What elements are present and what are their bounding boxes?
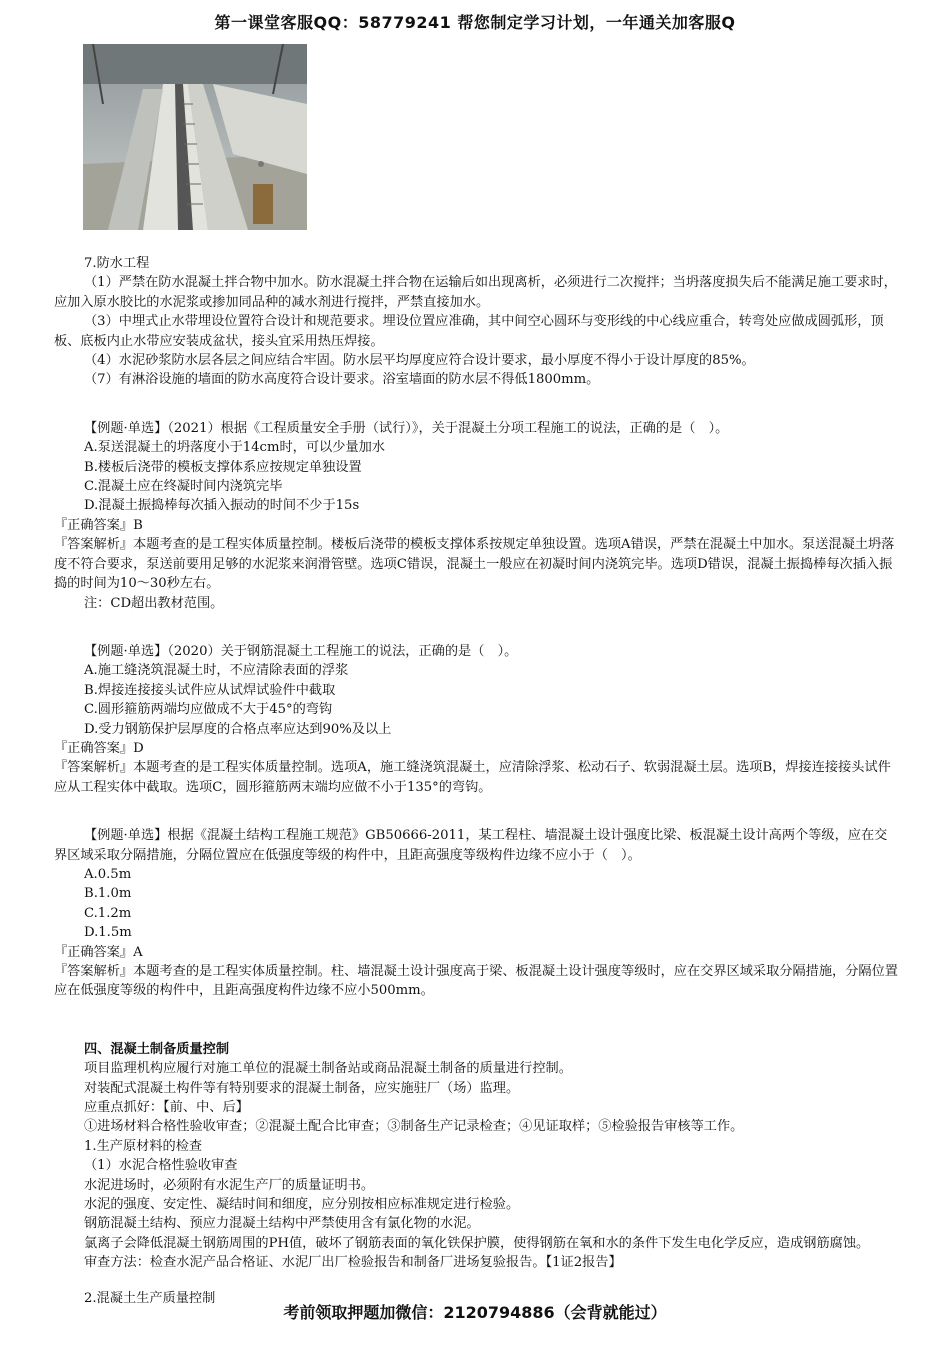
section-7-para-4: （7）有淋浴设施的墙面的防水高度符合设计要求。浴室墙面的防水层不得低1800mm。 (84, 372, 600, 388)
section-4-line-4: ①进场材料合格性验收审查；②混凝土配合比审查；③制备生产记录检查；④见证取样；⑤检验报告审核等工作。 (84, 1119, 744, 1135)
section-4-line-7: 水泥进场时，必须附有水泥生产厂的质量证明书。 (84, 1177, 375, 1193)
section-4-subtitle-2: 2.混凝土生产质量控制 (84, 1290, 216, 1306)
q3-option-b: B.1.0m (84, 886, 132, 902)
q1-option-b: B.楼板后浇带的模板支撑体系应按规定单独设置 (84, 459, 362, 475)
q1-option-c: C.混凝土应在终凝时间内浇筑完毕 (84, 479, 283, 495)
q2-stem: 【例题·单选】（2020）关于钢筋混凝土工程施工的说法，正确的是（ ）。 (84, 643, 518, 659)
section-4-method: 审查方法：检查水泥产品合格证、水泥厂出厂检验报告和制备厂进场复验报告。【1证2报告】 (84, 1255, 622, 1271)
page-footer: 考前领取押题加微信：2120794886（会背就能过） (283, 1303, 667, 1322)
q3-option-d: D.1.5m (84, 925, 132, 941)
section-4-title: 四、混凝土制备质量控制 (84, 1041, 230, 1057)
q2-option-c: C.圆形箍筋两端均应做成不大于45°的弯钩 (84, 702, 333, 718)
q2-option-d: D.受力钢筋保护层厚度的合格点率应达到90%及以上 (84, 721, 392, 737)
section-4-line-6: （1）水泥合格性验收审查 (84, 1158, 238, 1174)
q1-option-a: A.泵送混凝土的坍落度小于14cm时，可以少量加水 (84, 440, 385, 456)
document-body (54, 254, 898, 1308)
q1-answer: 『正确答案』B (54, 517, 143, 533)
q3-answer: 『正确答案』A (54, 944, 143, 960)
section-7-para-3: （4）水泥砂浆防水层各层之间应结合牢固。防水层平均厚度应符合设计要求，最小厚度不得小于设计厚度的85%。 (84, 353, 755, 369)
page-header: 第一课堂客服QQ：58779241 帮您制定学习计划，一年通关加客服Q (214, 13, 736, 32)
section-4-chloride: 氯离子会降低混凝土钢筋周围的PH值，破坏了钢筋表面的氧化铁保护膜，使得钢筋在氧和水的条件下发生电化学反应，造成钢筋腐蚀。 (84, 1235, 870, 1251)
section-4-line-2: 对装配式混凝土构件等有特别要求的混凝土制备，应实施驻厂（场）监理。 (84, 1080, 520, 1096)
q1-analysis: 『答案解析』本题考查的是工程实体质量控制。楼板后浇带的模板支撑体系按规定单独设置。选项A错误，严禁在混凝土中加水。泵送混凝土坍落度不符合要求，泵送前要用足够的水泥浆来润滑管壁。选项C错误，混凝土一般应在初凝时间内浇筑完毕。选项D错误，混凝土振捣棒每次插入振捣的时间为10～30秒左右。 (54, 537, 895, 592)
q1-note: 注：CD超出教材范围。 (84, 595, 224, 611)
section-4-line-3: 应重点抓好：【前、中、后】 (84, 1100, 249, 1116)
section-7-title: 7.防水工程 (84, 256, 150, 271)
q3-option-a: A.0.5m (84, 866, 132, 882)
q3-stem: 【例题·单选】根据《混凝土结构工程施工规范》GB50666-2011，某工程柱、墙混凝土设计强度比梁、板混凝土设计高两个等级，应在交界区域采取分隔措施，分隔位置应在低强度等级的构件中，且距高强度等级构件边缘不应小于（ ）。 (54, 828, 888, 863)
section-4-line-8: 水泥的强度、安定性、凝结时间和细度，应分别按相应标准规定进行检验。 (84, 1197, 520, 1213)
precast-concrete-beams-photo (83, 44, 307, 230)
section-7-para-1: （1）严禁在防水混凝土拌合物中加水。防水混凝土拌合物在运输后如出现离析，必须进行二次搅拌；当坍落度损失后不能满足施工要求时，应加入原水胶比的水泥浆或掺加同品种的减水剂进行搅拌，严禁直接加水。 (54, 275, 897, 310)
section-4-line-9: 钢筋混凝土结构、预应力混凝土结构中严禁使用含有氯化物的水泥。 (84, 1216, 480, 1232)
q1-option-d: D.混凝土振捣棒每次插入振动的时间不少于15s (84, 498, 360, 514)
q3-analysis: 『答案解析』本题考查的是工程实体质量控制。柱、墙混凝土设计强度高于梁、板混凝土设计强度等级时，应在交界区域采取分隔措施，分隔位置应在低强度等级的构件中，且距高强度构件边缘不应小500mm。 (54, 964, 898, 999)
section-7-para-2: （3）中埋式止水带埋设位置符合设计和规范要求。埋设位置应准确，其中间空心圆环与变形线的中心线应重合，转弯处应做成圆弧形，顶板、底板内止水带应安装成盆状，接头宜采用热压焊接。 (54, 314, 884, 349)
q2-option-b: B.焊接连接接头试件应从试焊试验件中截取 (84, 682, 336, 698)
section-4-line-1: 项目监理机构应履行对施工单位的混凝土制备站或商品混凝土制备的质量进行控制。 (84, 1061, 572, 1077)
q1-stem: 【例题·单选】（2021）根据《工程质量安全手册（试行）》，关于混凝土分项工程施工的说法，正确的是（ ）。 (84, 420, 729, 436)
q3-option-c: C.1.2m (84, 905, 132, 921)
q2-analysis: 『答案解析』本题考查的是工程实体质量控制。选项A，施工缝浇筑混凝土，应清除浮浆、松动石子、软弱混凝土层。选项B，焊接连接接头试件应从工程实体中截取。选项C，圆形箍筋两末端均应做不小于135°的弯钩。 (54, 760, 891, 795)
q2-answer: 『正确答案』D (54, 740, 144, 756)
section-4-line-5: 1.生产原材料的检查 (84, 1138, 203, 1154)
q2-option-a: A.施工缝浇筑混凝土时，不应清除表面的浮浆 (84, 663, 349, 679)
